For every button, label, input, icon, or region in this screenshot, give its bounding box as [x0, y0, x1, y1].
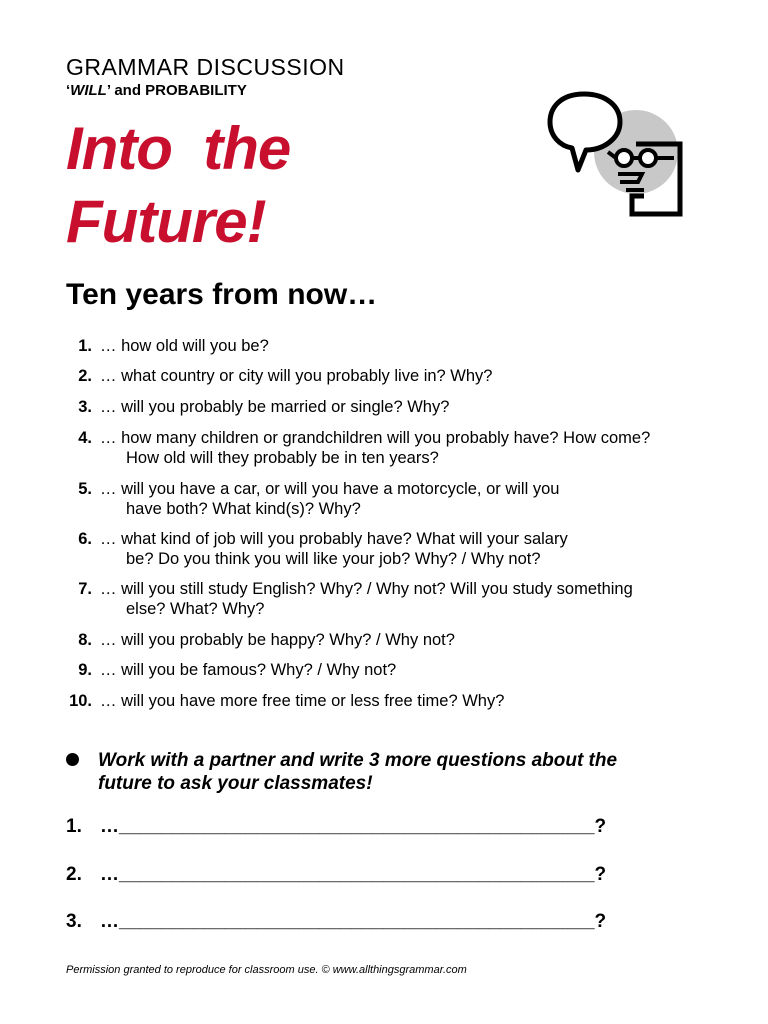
- question-text: [100, 336, 720, 356]
- question-line-continued: How old will they probably be in ten years?: [126, 449, 439, 467]
- question-line: … how old will you be?: [100, 337, 269, 355]
- subtitle-rest: and PROBABILITY: [110, 82, 247, 99]
- question-line-continued: be? Do you think you will like your job? Why? / Why not?: [126, 550, 541, 568]
- question-line: … will you probably be married or single? Why?: [100, 398, 450, 416]
- task-line-1: Work with a partner and write 3 more questions about the: [98, 750, 618, 771]
- title-line-1: Into the: [66, 115, 291, 182]
- section-title: Ten years from now…: [66, 278, 378, 311]
- blank-question-2: [66, 864, 706, 886]
- question-text: [100, 397, 720, 417]
- permission-footer: Permission granted to reproduce for classroom use. © www.allthingsgrammar.com: [66, 964, 467, 976]
- question-number: 2.: [78, 367, 92, 385]
- question-line: … how many children or grandchildren will you probably have? How come?: [100, 429, 651, 447]
- blank-line: …_____________________________________________?: [100, 864, 607, 885]
- question-line: … what country or city will you probably live in? Why?: [100, 367, 493, 385]
- question-line: … will you be famous? Why? / Why not?: [100, 661, 397, 679]
- question-number: 1.: [78, 337, 92, 355]
- question-line: … will you still study English? Why? / Why not? Will you study something: [100, 580, 633, 598]
- question-number: 10.: [69, 692, 92, 710]
- blank-line: …_____________________________________________?: [100, 816, 607, 837]
- question-text: [100, 691, 720, 711]
- question-line: … will you probably be happy? Why? / Why not?: [100, 631, 455, 649]
- question-line-continued: else? What? Why?: [126, 600, 265, 618]
- blank-question-3: [66, 911, 706, 933]
- bullet-icon: [66, 753, 79, 766]
- question-number: 5.: [78, 480, 92, 498]
- question-text: [100, 660, 720, 680]
- question-text: [100, 366, 720, 386]
- partner-task: [66, 749, 706, 795]
- blank-number: 3.: [66, 911, 82, 932]
- worksheet-title: [66, 112, 290, 258]
- question-number: 9.: [78, 661, 92, 679]
- question-number: 3.: [78, 398, 92, 416]
- question-number: 8.: [78, 631, 92, 649]
- worksheet-subtitle: ‘WILL’ and PROBABILITY: [66, 82, 247, 99]
- question-number: 7.: [78, 580, 92, 598]
- question-text: [100, 579, 720, 619]
- blank-number: 1.: [66, 816, 82, 837]
- subtitle-will: WILL: [70, 82, 107, 99]
- question-line: … will you have a car, or will you have a motorcycle, or will you: [100, 480, 560, 498]
- question-text: [100, 529, 720, 569]
- question-line-continued: have both? What kind(s)? Why?: [126, 500, 361, 518]
- question-text: [100, 479, 720, 519]
- question-text: [100, 630, 720, 650]
- title-line-2: Future!: [66, 188, 266, 256]
- blank-question-1: [66, 816, 706, 838]
- question-number: 4.: [78, 429, 92, 447]
- blank-number: 2.: [66, 864, 82, 885]
- task-line-2: future to ask your classmates!: [98, 773, 373, 794]
- question-line: … what kind of job will you probably have? What will your salary: [100, 530, 568, 548]
- question-line: … will you have more free time or less free time? Why?: [100, 692, 505, 710]
- worksheet-kicker: GRAMMAR DISCUSSION: [66, 54, 345, 80]
- speech-bubble-face-icon: [544, 86, 694, 218]
- question-number: 6.: [78, 530, 92, 548]
- blank-line: …_____________________________________________?: [100, 911, 607, 932]
- question-text: [100, 428, 720, 468]
